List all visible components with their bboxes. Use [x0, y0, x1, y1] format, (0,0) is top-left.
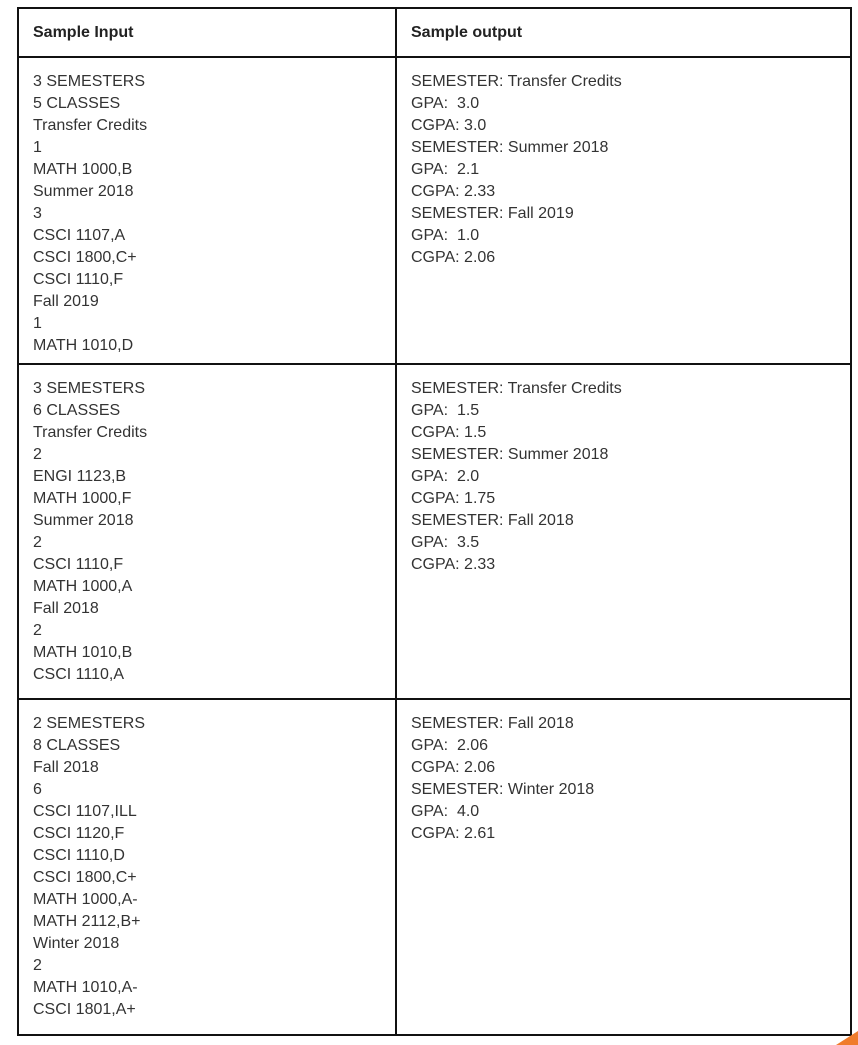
table-row — [18, 57, 851, 364]
text-line: CSCI 1110,F — [33, 271, 124, 288]
text-line: GPA: 2.1 — [411, 161, 480, 178]
text-line: 2 — [33, 957, 42, 974]
text-line: Transfer Credits — [33, 424, 148, 441]
text-line: CSCI 1110,A — [33, 666, 125, 683]
text-line: CSCI 1110,D — [33, 847, 125, 864]
text-line: 2 — [33, 534, 42, 551]
text-line: GPA: 1.0 — [411, 227, 480, 244]
text-line: 6 — [33, 781, 42, 798]
text-line: GPA: 3.5 — [411, 534, 480, 551]
text-line: GPA: 2.0 — [411, 468, 480, 485]
sample-input-header: Sample Input — [18, 8, 396, 57]
text-line: Fall 2018 — [33, 759, 99, 776]
text-line: 1 — [33, 315, 42, 332]
table-row — [18, 364, 851, 699]
text-line: 8 CLASSES — [33, 737, 121, 754]
text-line: 3 SEMESTERS — [33, 380, 146, 397]
text-line: CSCI 1800,C+ — [33, 869, 137, 886]
corner-accent-icon — [836, 1031, 858, 1045]
text-line: CGPA: 2.33 — [411, 556, 496, 573]
text-line: CGPA: 2.33 — [411, 183, 496, 200]
text-line: CSCI 1800,C+ — [33, 249, 137, 266]
text-line: CSCI 1107,A — [33, 227, 126, 244]
sample-input-cell — [18, 699, 396, 1035]
text-line: 1 — [33, 139, 42, 156]
sample-output-cell — [396, 699, 851, 1035]
text-line: CGPA: 3.0 — [411, 117, 487, 134]
text-line: MATH 1000,A- — [33, 891, 138, 908]
text-line: SEMESTER: Winter 2018 — [411, 781, 595, 798]
sample-output-header: Sample output — [396, 8, 851, 57]
text-line: 2 — [33, 446, 42, 463]
text-line: Transfer Credits — [33, 117, 148, 134]
text-line: MATH 1000,B — [33, 161, 133, 178]
text-line: GPA: 3.0 — [411, 95, 480, 112]
text-line: GPA: 2.06 — [411, 737, 489, 754]
text-line: MATH 1010,D — [33, 337, 134, 354]
text-line: MATH 2112,B+ — [33, 913, 141, 930]
table-header-row — [18, 8, 851, 57]
text-line: SEMESTER: Summer 2018 — [411, 446, 609, 463]
text-line: CGPA: 2.06 — [411, 759, 496, 776]
text-line: 3 — [33, 205, 42, 222]
text-line: SEMESTER: Transfer Credits — [411, 380, 622, 397]
text-line: CSCI 1110,F — [33, 556, 124, 573]
text-line: CSCI 1801,A+ — [33, 1001, 136, 1018]
text-line: 2 — [33, 622, 42, 639]
text-line: SEMESTER: Fall 2018 — [411, 512, 574, 529]
text-line: Fall 2019 — [33, 293, 99, 310]
text-line: 6 CLASSES — [33, 402, 121, 419]
text-line: MATH 1000,F — [33, 490, 132, 507]
text-line: SEMESTER: Fall 2019 — [411, 205, 574, 222]
text-line: Summer 2018 — [33, 512, 134, 529]
text-line: CGPA: 1.75 — [411, 490, 496, 507]
text-line: CSCI 1120,F — [33, 825, 125, 842]
text-line: CSCI 1107,ILL — [33, 803, 137, 820]
text-line: Winter 2018 — [33, 935, 120, 952]
text-line: SEMESTER: Fall 2018 — [411, 715, 574, 732]
text-line: CGPA: 2.06 — [411, 249, 496, 266]
sample-output-cell — [396, 57, 851, 364]
table-row — [18, 699, 851, 1035]
sample-input-cell — [18, 364, 396, 699]
text-line: MATH 1010,B — [33, 644, 133, 661]
text-line: SEMESTER: Summer 2018 — [411, 139, 609, 156]
text-line: GPA: 1.5 — [411, 402, 480, 419]
sample-input-cell — [18, 57, 396, 364]
text-line: MATH 1010,A- — [33, 979, 138, 996]
text-line: Fall 2018 — [33, 600, 99, 617]
text-line: 2 SEMESTERS — [33, 715, 146, 732]
text-line: CGPA: 1.5 — [411, 424, 487, 441]
text-line: 5 CLASSES — [33, 95, 121, 112]
text-line: 3 SEMESTERS — [33, 73, 146, 90]
text-line: Summer 2018 — [33, 183, 134, 200]
text-line: CGPA: 2.61 — [411, 825, 496, 842]
sample-output-cell — [396, 364, 851, 699]
text-line: ENGI 1123,B — [33, 468, 127, 485]
text-line: MATH 1000,A — [33, 578, 133, 595]
text-line: GPA: 4.0 — [411, 803, 480, 820]
sample-io-table — [17, 7, 852, 1036]
text-line: SEMESTER: Transfer Credits — [411, 73, 622, 90]
